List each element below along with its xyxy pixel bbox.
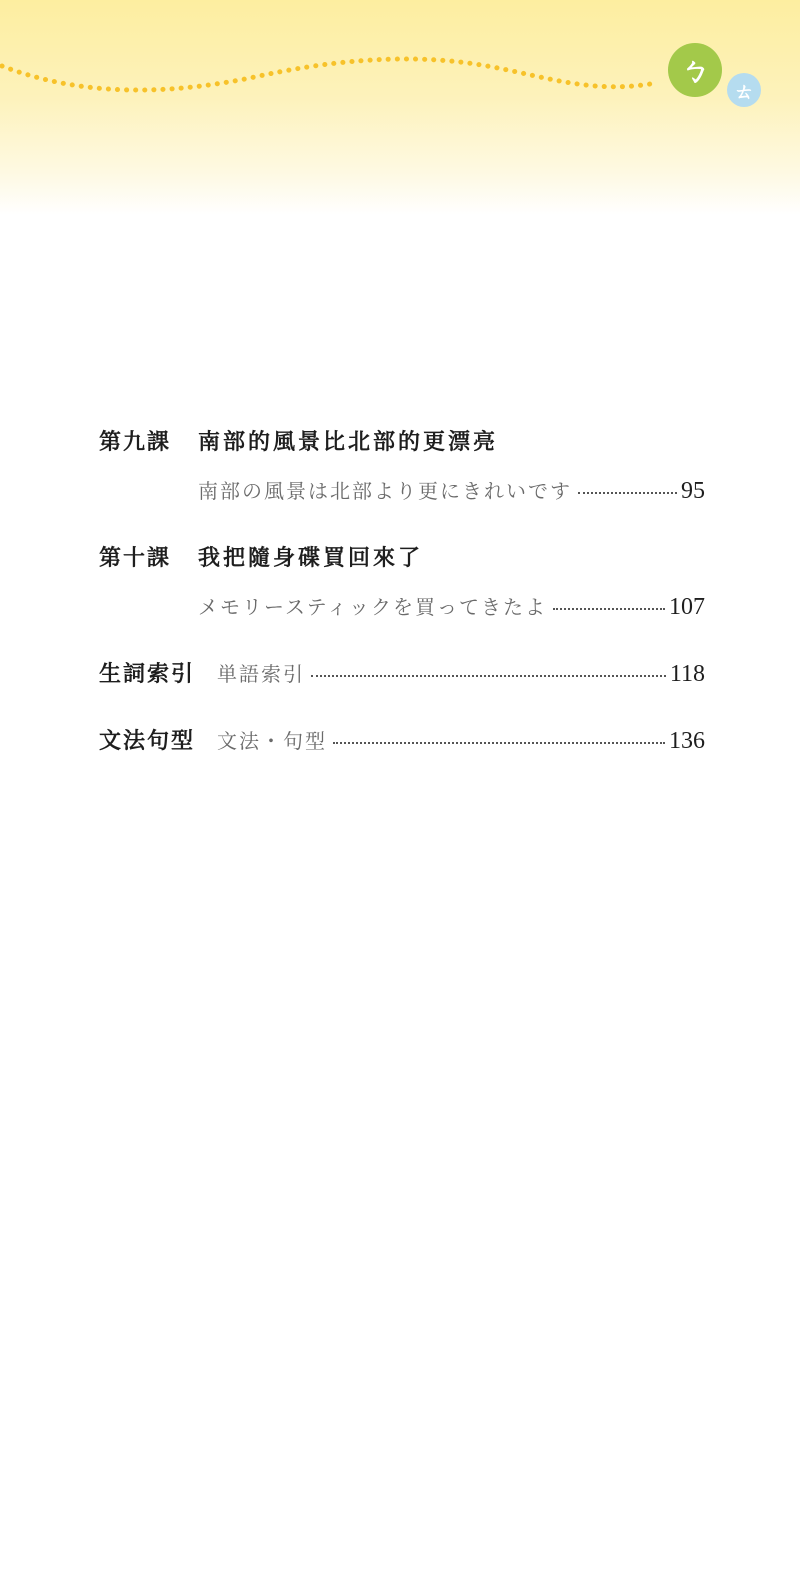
toc-entry-vocab-index[interactable] xyxy=(99,657,705,688)
toc-entry-lesson10[interactable] xyxy=(99,541,705,621)
badge-small-text: ㄊ xyxy=(734,79,754,103)
page-number: 118 xyxy=(669,661,705,687)
lesson-title-ja: 南部の風景は北部より更にきれいです xyxy=(198,479,572,503)
section-title-ja: 単語索引 xyxy=(217,662,306,686)
wavy-dotted-line xyxy=(0,0,800,215)
leader-dots xyxy=(578,492,677,494)
zhuyin-badge-small xyxy=(727,73,761,107)
section-label: 生詞索引 xyxy=(99,661,196,687)
zhuyin-badge-large xyxy=(668,43,722,97)
leader-dots xyxy=(311,675,666,677)
leader-dots xyxy=(333,742,665,744)
leader-dots xyxy=(553,608,665,610)
table-of-contents xyxy=(99,425,705,755)
page-number: 136 xyxy=(669,728,705,754)
badge-large-text: ㄅ xyxy=(680,54,710,89)
toc-entry-lesson9[interactable] xyxy=(99,425,705,505)
lesson-title-zh: 南部的風景比北部的更漂亮 xyxy=(198,429,499,455)
header-band xyxy=(0,0,800,215)
page-number: 107 xyxy=(669,594,705,620)
section-label: 文法句型 xyxy=(99,728,196,754)
section-title-ja: 文法・句型 xyxy=(217,729,328,753)
lesson-label: 第十課 xyxy=(99,545,172,571)
page-number: 95 xyxy=(681,478,705,504)
lesson-title-ja: メモリースティックを買ってきたよ xyxy=(198,595,547,619)
toc-entry-grammar[interactable] xyxy=(99,724,705,755)
lesson-title-zh: 我把隨身碟買回來了 xyxy=(198,545,424,571)
lesson-label: 第九課 xyxy=(99,429,172,455)
